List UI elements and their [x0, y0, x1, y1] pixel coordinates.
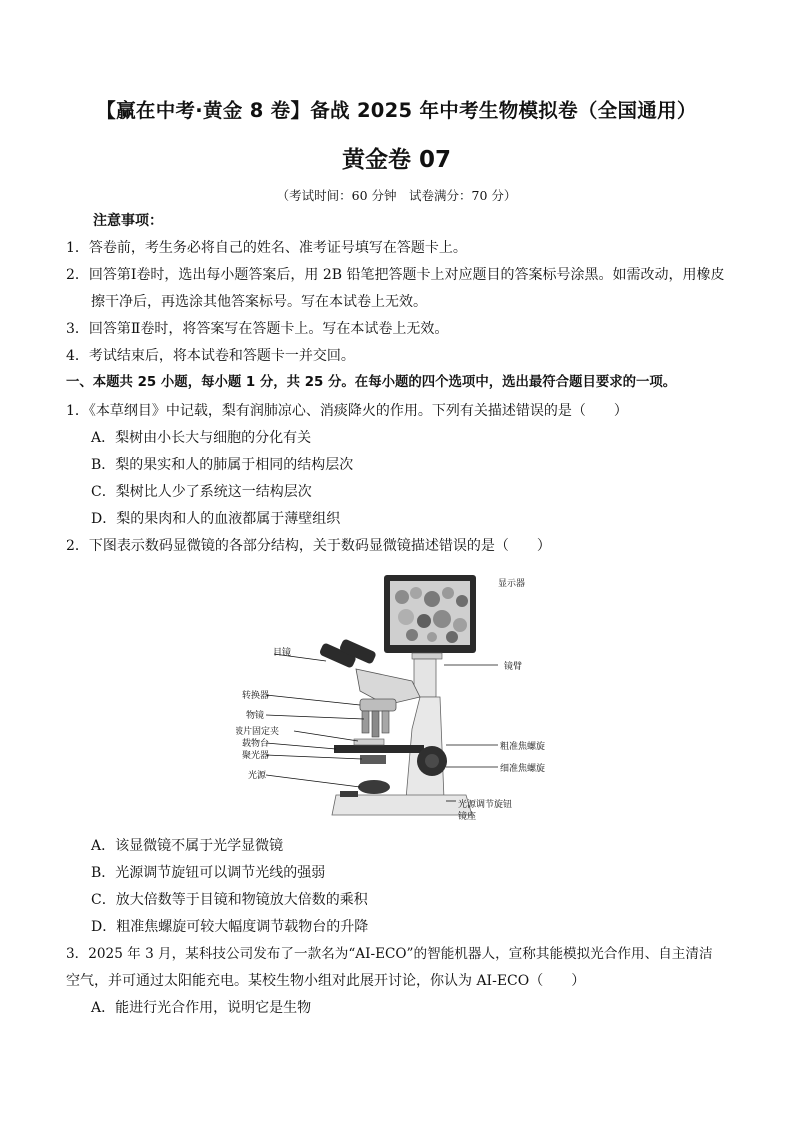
- question-2-option-b: B．光源调节旋钮可以调节光线的强弱: [91, 865, 326, 881]
- label-base: 镜座: [458, 812, 477, 822]
- question-1-option-a: A．梨树由小长大与细胞的分化有关: [91, 430, 312, 446]
- notice-item-2-cont: 擦干净后，再选涂其他答案标号。写在本试卷上无效。: [91, 294, 427, 310]
- notice-heading: 注意事项：: [93, 213, 163, 229]
- question-2-option-d: D．粗准焦螺旋可较大幅度调节载物台的升降: [91, 919, 369, 935]
- question-1-stem: 1．《本草纲目》中记载，梨有润肺凉心、消痰降火的作用。下列有关描述错误的是（ ）: [66, 403, 628, 419]
- label-eyepiece: 目镜: [273, 648, 292, 658]
- microscope-figure: [236, 569, 576, 831]
- question-3-option-a: A．能进行光合作用，说明它是生物: [91, 1000, 312, 1016]
- label-objective: 物镜: [246, 711, 265, 721]
- notice-item-2: 2．回答第Ⅰ卷时，选出每小题答案后，用 2B 铅笔把答题卡上对应题目的答案标号涂黑。如需改动，用橡皮: [66, 267, 725, 283]
- section-heading: 一、本题共 25 小题，每小题 1 分，共 25 分。在每小题的四个选项中，选出最符合题目要求的一项。: [66, 375, 677, 390]
- question-2-option-c: C．放大倍数等于目镜和物镜放大倍数的乘积: [91, 892, 368, 908]
- notice-item-3: 3．回答第Ⅱ卷时，将答案写在答题卡上。写在本试卷上无效。: [66, 321, 449, 337]
- notice-item-4: 4．考试结束后，将本试卷和答题卡一并交回。: [66, 348, 355, 364]
- exam-info: （考试时间：60 分钟 试卷满分：70 分）: [276, 188, 517, 203]
- label-fine-focus: 细准焦螺旋: [500, 764, 546, 774]
- label-handle: 镜臂: [504, 662, 523, 672]
- question-3-stem-line2: 空气，并可通过太阳能充电。某校生物小组对此展开讨论，你认为 AI-ECO（ ）: [66, 973, 586, 989]
- label-light-knob: 光源调节旋钮: [458, 800, 513, 810]
- question-1-option-b: B．梨的果实和人的肺属于相同的结构层次: [91, 457, 354, 473]
- label-clip: 玻片固定夹: [236, 727, 280, 737]
- question-2-stem: 2．下图表示数码显微镜的各部分结构，关于数码显微镜描述错误的是（ ）: [66, 538, 551, 554]
- label-coarse-focus: 粗准焦螺旋: [500, 742, 546, 752]
- question-1-option-d: D．梨的果肉和人的血液都属于薄壁组织: [91, 511, 341, 527]
- label-display: 显示器: [498, 579, 526, 589]
- label-stage: 载物台: [242, 739, 270, 749]
- microscope-illustration: [236, 569, 576, 831]
- label-converter: 转换器: [242, 691, 270, 701]
- label-light: 光源: [248, 771, 267, 781]
- notice-item-1: 1．答卷前，考生务必将自己的姓名、准考证号填写在答题卡上。: [66, 240, 467, 256]
- question-1-option-c: C．梨树比人少了系统这一结构层次: [91, 484, 312, 500]
- label-condenser: 聚光器: [242, 751, 270, 761]
- exam-title: 【赢在中考·黄金 8 卷】备战 2025 年中考生物模拟卷（全国通用）: [96, 99, 697, 122]
- question-3-stem-line1: 3．2025 年 3 月，某科技公司发布了一款名为“AI-ECO”的智能机器人，宣称其能模拟光合作用、自主清洁: [66, 946, 713, 962]
- paper-subtitle: 黄金卷 07: [341, 147, 451, 173]
- question-2-option-a: A．该显微镜不属于光学显微镜: [91, 838, 284, 854]
